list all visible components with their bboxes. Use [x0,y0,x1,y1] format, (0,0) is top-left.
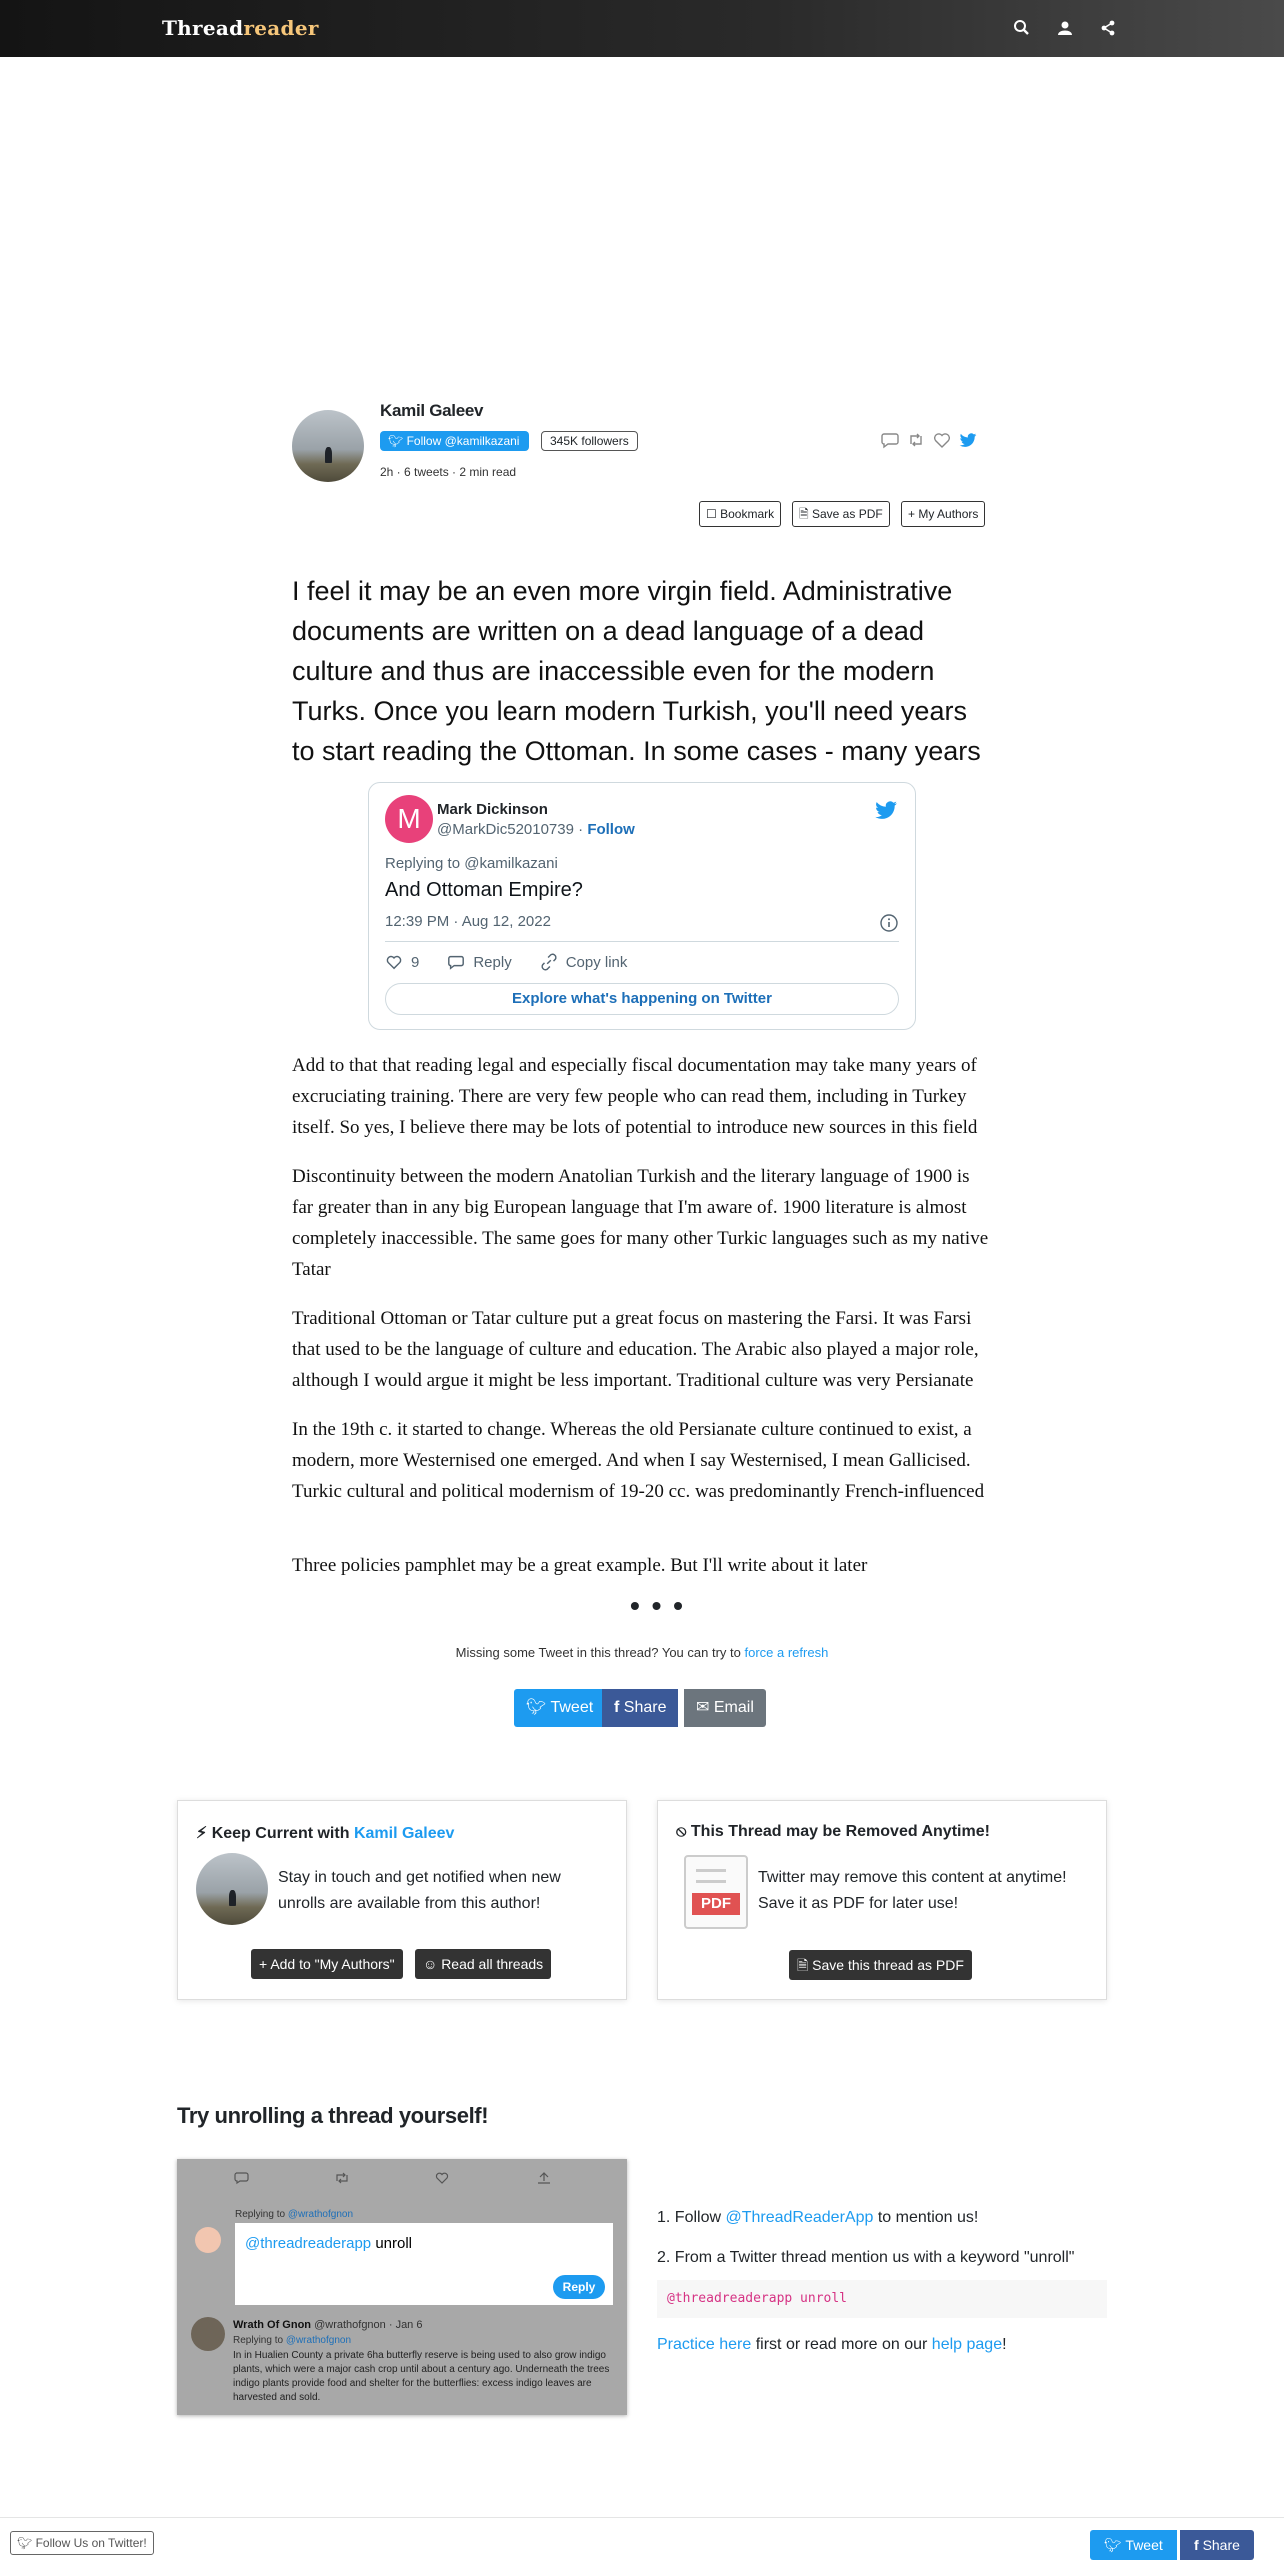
practice-line [657,2336,1007,2354]
save-thread-pdf-button[interactable] [789,1950,972,1980]
embed-author-name[interactable]: Mark Dickinson [437,801,548,818]
try-unrolling-title: Try unrolling a thread yourself! [177,2103,489,2128]
embed-timestamp[interactable]: 12:39 PM · Aug 12, 2022 [385,913,551,930]
twitter-icon: 🐦︎ [17,2536,33,2550]
keep-current-author-link[interactable]: Kamil Galeev [353,1825,455,1842]
heart-icon [385,953,403,971]
thread-actions [880,430,978,452]
example-author-meta: @wrathofgnon · Jan 6 [314,2319,423,2331]
example-replying-to [235,2209,353,2220]
share-tweet-button[interactable] [514,1689,605,1727]
example-reply-handle: @wrathofgnon [285,2335,352,2346]
example-replying-label: Replying to [235,2209,286,2220]
author-avatar[interactable] [196,1853,268,1925]
thread-meta: 2h · 6 tweets · 2 min read [380,465,517,479]
example-compose-keyword: unroll [375,2235,413,2252]
bookmark-label: Bookmark [720,507,775,521]
twitter-icon: 🐦︎ [526,1699,547,1716]
removal-warning-text: Twitter may remove this content at anytime! Save it as PDF for later use! [758,1869,1067,1912]
example-author-row [233,2319,422,2331]
envelope-icon: ✉ [696,1699,710,1716]
twitter-icon: 🐦︎ [1104,2537,1122,2553]
embedded-tweet[interactable] [368,782,916,1030]
twitter-bird-icon[interactable] [873,797,899,823]
embed-reply-action[interactable] [447,953,511,971]
step-1 [657,2198,1107,2238]
save-as-pdf-button[interactable] [792,501,890,527]
help-page-link[interactable]: help page [931,2336,1003,2353]
file-pdf-icon: 🗎︎ [799,507,809,521]
share-tweet-label: Tweet [550,1699,594,1716]
bookmark-icon: ☐ [706,507,717,521]
follow-author-button[interactable] [380,431,529,451]
pdf-file-icon [684,1855,748,1929]
footer-share-label: Share [1202,2537,1240,2553]
keep-current-prefix: Keep Current with [211,1825,350,1842]
plus-icon: + [908,507,916,521]
example-compose-box [235,2223,613,2305]
facebook-icon: f [614,1699,620,1716]
thread-tweet: Add to that that reading legal and especially fiscal documentation may take many years of excruciating training. There are very few people who can read them, including in Turkey itself. So yes, I believe there may be lots of potential to introduce new sources in this field [292,1055,978,1138]
user-icon[interactable] [1055,18,1075,38]
add-to-my-authors-button[interactable] [251,1949,403,1979]
plus-icon: + [259,1956,268,1972]
like-icon[interactable] [932,430,952,450]
thread-tweet: In the 19th c. it started to change. Whereas the old Persianate culture continued to exist, a modern, more Westernised one emerged. And when I say Westernised, I mean Gallicised. Turkic cultural and political modernism of 19-20 cc. was predominantly French-influenced [292,1419,985,1502]
share-email-label: Email [713,1699,754,1716]
read-all-threads-label: Read all threads [441,1956,544,1972]
example-user-avatar [195,2227,221,2253]
info-icon[interactable] [879,913,899,933]
follow-us-twitter-button[interactable] [10,2531,154,2555]
embed-replying-to: Replying to @kamilkazani [385,855,558,872]
reply-icon [447,953,465,971]
add-to-my-authors-label: Add to "My Authors" [270,1956,395,1972]
thread-tweet: Three policies pamphlet may be a great example. But I'll write about it later [292,1555,868,1576]
practice-here-link[interactable]: Practice here [657,2336,752,2353]
example-replying-to-2 [233,2335,351,2346]
thread-tweet: Discontinuity between the modern Anatolian Turkish and the literary language of 1900 is far greater than in any big European language that I'm aware of. 1900 literature is almost completely inaccessible. The same goes for many other Turkic languages such as my native Tatar [292,1166,989,1280]
removal-warning-title-text: This Thread may be Removed Anytime! [690,1823,990,1840]
unroll-command-code: @threadreaderapp unroll [657,2280,1107,2318]
copy-link-label: Copy link [565,953,628,971]
share-icon[interactable] [1098,18,1118,38]
practice-middle-text: first or read more on our [755,2336,928,2353]
footer-share-button[interactable] [1180,2530,1254,2560]
search-icon[interactable] [1012,18,1032,38]
follow-us-label: Follow Us on Twitter! [35,2536,147,2550]
force-refresh-link[interactable]: force a refresh [744,1645,829,1660]
embed-avatar[interactable]: M [385,795,433,843]
followers-count: 345K followers [541,431,638,451]
follow-threadreaderapp-link[interactable]: @ThreadReaderApp [725,2209,874,2226]
explore-twitter-button[interactable]: Explore what's happening on Twitter [385,983,899,1015]
author-avatar[interactable] [292,410,364,482]
bookmark-button[interactable] [699,501,781,527]
save-as-pdf-label: Save as PDF [812,507,883,521]
removal-warning-title [676,1823,990,1841]
embed-divider [385,941,899,942]
footer-divider [0,2517,1284,2518]
top-navbar [0,0,1284,57]
keep-current-title [196,1823,454,1843]
share-facebook-label: Share [623,1699,667,1716]
example-tweet-text: In in Hualien County a private 6ha butterfly reserve is being used to also grow indigo plants, which were a major cash crop until about a century ago. Underneath the trees indigo plants provide food and shelter for the butterflies: excess indigo leaves are harvested and sold. [233,2350,610,2403]
site-logo[interactable] [162,16,319,40]
logo-text-main: Thread [162,16,244,40]
embed-like-action[interactable] [385,953,419,971]
step-1-prefix: 1. Follow [657,2209,722,2226]
unroll-steps [657,2198,1107,2278]
thread-lead-tweet: I feel it may be an even more virgin field. Administrative documents are written on a dead language of a dead culture and thus are inaccessible even for the modern Turks. Once you learn modern Turkish, you'll need years to start reading the Ottoman. In some cases - many years [292,576,981,766]
tweet-actions-icons [177,2159,627,2189]
missing-tweet-notice [0,1645,1284,1660]
pdf-label: PDF [692,1893,740,1915]
retweet-icon[interactable] [906,430,926,450]
removal-warning-card [657,1800,1107,2000]
example-author-name: Wrath Of Gnon [233,2319,312,2331]
footer-tweet-button[interactable] [1090,2530,1177,2560]
like-count: 9 [411,953,420,971]
twitter-bird-icon: 🐦︎ [388,434,404,448]
step-2: 2. From a Twitter thread mention us with a keyword "unroll" [657,2249,1075,2266]
keep-current-card [177,1800,627,2000]
step-1-suffix: to mention us! [877,2209,979,2226]
save-thread-pdf-label: Save this thread as PDF [812,1957,964,1973]
example-compose-handle: @threadreaderapp [245,2235,372,2252]
reply-label: Reply [473,953,512,971]
footer-tweet-label: Tweet [1125,2537,1163,2553]
unroll-example-screenshot [177,2159,627,2415]
embed-handle-row: @MarkDic52010739 · Follow [437,821,635,838]
ban-icon: ⦸ [676,1823,687,1840]
example-reply-button: Reply [553,2275,605,2299]
read-all-threads-button[interactable] [415,1949,551,1979]
example-replying-label: Replying to [233,2335,284,2346]
bolt-icon: ⚡︎ [196,1825,208,1842]
example-author-avatar [191,2317,225,2351]
thread-tweet: Traditional Ottoman or Tatar culture put a great focus on mastering the Farsi. It was Farsi that used to be the language of culture and education. The Arabic also played a major role, although I would argue it might be less important. Traditional culture was very Persianate [292,1308,979,1391]
my-authors-label: My Authors [918,507,979,521]
twitter-icon[interactable] [958,430,978,450]
file-pdf-icon: 🗎︎ [797,1957,809,1973]
keep-current-text: Stay in touch and get notified when new unrolls are available from this author! [278,1869,561,1912]
thread-end-dots: • • • [630,1590,685,1621]
share-facebook-button[interactable] [602,1689,678,1727]
embed-actions [385,953,627,971]
my-authors-button[interactable] [901,501,985,527]
link-icon [540,953,558,971]
embed-tweet-text: And Ottoman Empire? [385,879,583,901]
example-compose-text [245,2235,412,2252]
follow-author-label: Follow @kamilkazani [406,434,520,448]
embed-follow-link[interactable]: Follow [587,821,635,838]
example-reply-handle: @wrathofgnon [287,2209,354,2220]
share-email-button[interactable] [684,1689,766,1727]
logo-text-accent: reader [243,16,319,40]
user-icon: ☺ [423,1956,438,1972]
embed-handle[interactable]: @MarkDic52010739 [437,821,574,838]
comment-icon[interactable] [880,430,900,450]
author-name[interactable]: Kamil Galeev [380,401,484,420]
missing-tweet-text: Missing some Tweet in this thread? You can try to [455,1645,741,1660]
facebook-icon: f [1194,2537,1199,2553]
embed-copy-link-action[interactable] [540,953,628,971]
practice-end-text: ! [1002,2336,1007,2353]
